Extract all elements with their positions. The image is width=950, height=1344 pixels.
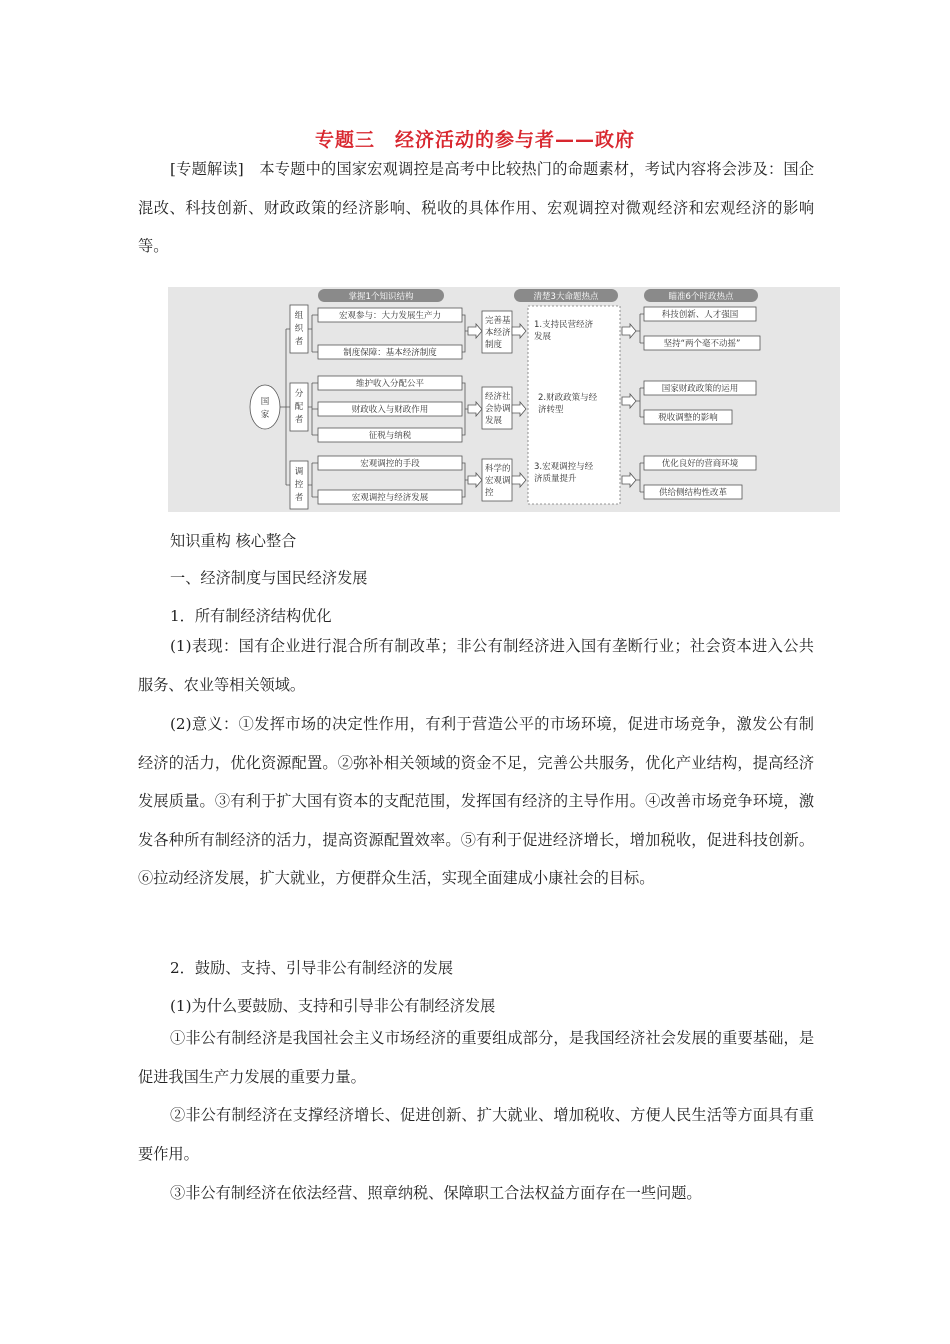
svg-text:宏观调: 宏观调	[485, 476, 511, 486]
svg-text:发展: 发展	[485, 416, 503, 426]
svg-text:控: 控	[485, 488, 494, 498]
knowledge-structure-diagram	[168, 287, 840, 512]
section-heading: 知识重构 核心整合	[170, 532, 297, 550]
svg-text:配: 配	[294, 402, 304, 412]
svg-text:本经济: 本经济	[485, 328, 511, 338]
paragraph-reason-1: ①非公有制经济是我国社会主义市场经济的重要组成部分，是我国经济社会发展的重要基础，是促进我国生产力发展的重要力量。	[138, 1029, 814, 1086]
current-label: 供给侧结构性改革	[658, 488, 728, 498]
header-current-label: 瞄准6个时政热点	[668, 292, 734, 302]
intro-text: 本专题中的国家宏观调控是高考中比较热门的命题素材，考试内容将会涉及：国企混改、科技创新、财政政策的经济影响、税收的具体作用、宏观调控对微观经济和宏观经济的影响等。	[138, 160, 815, 255]
paragraph-reason-3: ③非公有制经济在依法经营、照章纳税、保障职工合法权益方面存在一些问题。	[170, 1184, 702, 1202]
item-label: 财政收入与财政作用	[351, 405, 429, 415]
page-title: 专题三 经济活动的参与者——政府	[314, 129, 635, 151]
item-label: 宏观调控的手段	[360, 459, 420, 469]
svg-text:分: 分	[294, 389, 304, 399]
item-label: 维护收入分配公平	[355, 379, 425, 389]
current-label: 税收调整的影响	[658, 413, 718, 423]
svg-text:发展: 发展	[534, 332, 552, 342]
item-label: 宏观调控与经济发展	[351, 493, 429, 503]
item-label: 制度保障：基本经济制度	[343, 348, 437, 358]
intro-paragraph	[138, 150, 814, 266]
hotspot-3: 3.宏观调控与经	[534, 462, 594, 472]
hotspot-1: 1.支持民营经济	[534, 320, 594, 330]
paragraph-manifestation: (1)表现：国有企业进行混合所有制改革；非公有制经济进入国有垄断行业；社会资本进入公共服务、农业等相关领域。	[138, 637, 814, 694]
svg-text:科学的: 科学的	[485, 464, 511, 474]
root-connectors	[280, 329, 290, 485]
header-hotspots-label: 清楚3大命题热点	[533, 292, 599, 302]
svg-text:组: 组	[294, 311, 304, 321]
svg-text:经济社: 经济社	[485, 392, 511, 402]
svg-text:者: 者	[294, 337, 304, 347]
subsection-heading: 一、经济制度与国民经济发展	[170, 569, 368, 587]
current-label: 优化良好的营商环境	[661, 459, 739, 469]
hotspot-2: 2.财政政策与经	[538, 393, 598, 403]
item-heading: 2．鼓励、支持、引导非公有制经济的发展	[170, 959, 454, 977]
svg-text:济质量提升: 济质量提升	[534, 474, 577, 484]
svg-text:控: 控	[294, 480, 304, 490]
svg-text:完善基: 完善基	[485, 316, 511, 326]
svg-text:制度: 制度	[485, 340, 503, 350]
svg-text:者: 者	[294, 493, 304, 503]
svg-text:济转型: 济转型	[538, 405, 564, 415]
svg-text:者: 者	[294, 415, 304, 425]
question-heading: (1)为什么要鼓励、支持和引导非公有制经济发展	[170, 997, 496, 1015]
item-label: 宏观参与：大力发展生产力	[338, 311, 442, 321]
current-label: 国家财政政策的运用	[661, 384, 739, 394]
current-label: 坚持“两个毫不动摇”	[663, 339, 741, 349]
intro-label: [专题解读]	[170, 160, 244, 178]
current-label: 科技创新、人才强国	[661, 310, 739, 320]
item-label: 征税与纳税	[368, 431, 412, 441]
paragraph-significance: (2)意义：①发挥市场的决定性作用，有利于营造公平的市场环境，促进市场竞争，激发公有制经济的活力，优化资源配置。②弥补相关领域的资金不足，完善公共服务，优化产业结构，提高经济发展质量。③有利于扩大国有资本的支配范围，发挥国有经济的主导作用。④改善市场竞争环境，激发各种所有制经济的活力，提高资源配置效率。⑤有利于促进经济增长，增加税收，促进科技创新。⑥拉动经济发展，扩大就业，方便群众生活，实现全面建成小康社会的目标。	[138, 715, 814, 887]
svg-text:织: 织	[294, 324, 304, 334]
svg-text:调: 调	[294, 467, 304, 477]
svg-text:会协调: 会协调	[485, 404, 511, 414]
root-char-2: 家	[260, 410, 270, 420]
item-heading: 1．所有制经济结构优化	[170, 607, 332, 625]
root-char-1: 国	[260, 397, 270, 407]
root-node	[250, 385, 280, 429]
paragraph-reason-2: ②非公有制经济在支撑经济增长、促进创新、扩大就业、增加税收、方便人民生活等方面具有重要作用。	[138, 1106, 814, 1163]
header-structure-label: 掌握1个知识结构	[348, 292, 414, 302]
